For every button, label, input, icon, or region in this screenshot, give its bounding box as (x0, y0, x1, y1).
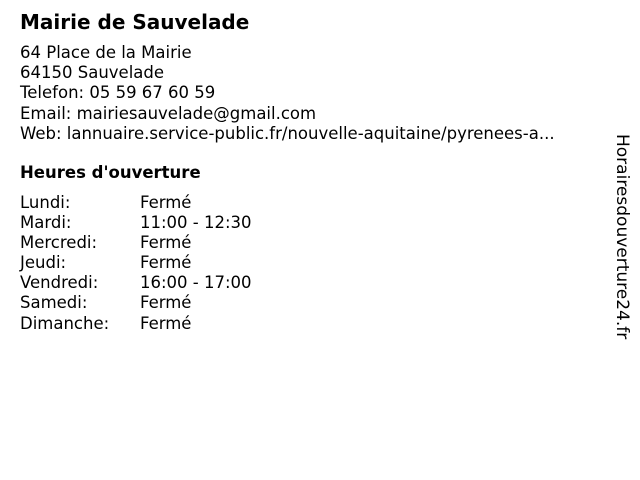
hours-row-monday (20, 193, 252, 213)
address-city: 64150 Sauvelade (20, 63, 165, 83)
day-label: Mardi: (20, 213, 72, 233)
hours-row-wednesday (20, 233, 252, 253)
phone-number: Telefon: 05 59 67 60 59 (20, 83, 216, 103)
opening-hours-list (20, 193, 252, 334)
hours-row-tuesday (20, 213, 252, 233)
day-label: Samedi: (20, 293, 88, 313)
email-address: Email: mairiesauvelade@gmail.com (20, 103, 317, 123)
day-hours: 16:00 - 17:00 (140, 273, 252, 293)
hours-row-thursday (20, 253, 252, 273)
hours-row-friday (20, 273, 252, 293)
day-hours: Fermé (140, 253, 192, 273)
day-hours: Fermé (140, 233, 192, 253)
day-label: Jeudi: (20, 253, 67, 273)
contact-info (20, 43, 555, 144)
hours-row-saturday (20, 293, 252, 313)
day-label: Dimanche: (20, 313, 110, 333)
day-hours: Fermé (140, 193, 192, 212)
day-label: Vendredi: (20, 273, 99, 293)
hours-row-sunday (20, 314, 252, 334)
website-link: Web: lannuaire.service-public.fr/nouvelle-aquitaine/pyrenees-a... (20, 123, 555, 143)
day-hours: 11:00 - 12:30 (140, 213, 252, 233)
day-hours: Fermé (140, 313, 192, 333)
place-title: Mairie de Sauvelade (20, 10, 250, 34)
day-label: Mercredi: (20, 233, 98, 253)
site-watermark: Horairesdouverture24.fr (612, 134, 632, 340)
day-label: Lundi: (20, 193, 71, 212)
day-hours: Fermé (140, 293, 192, 313)
opening-hours-heading: Heures d'ouverture (20, 163, 201, 182)
address-street: 64 Place de la Mairie (20, 43, 192, 62)
